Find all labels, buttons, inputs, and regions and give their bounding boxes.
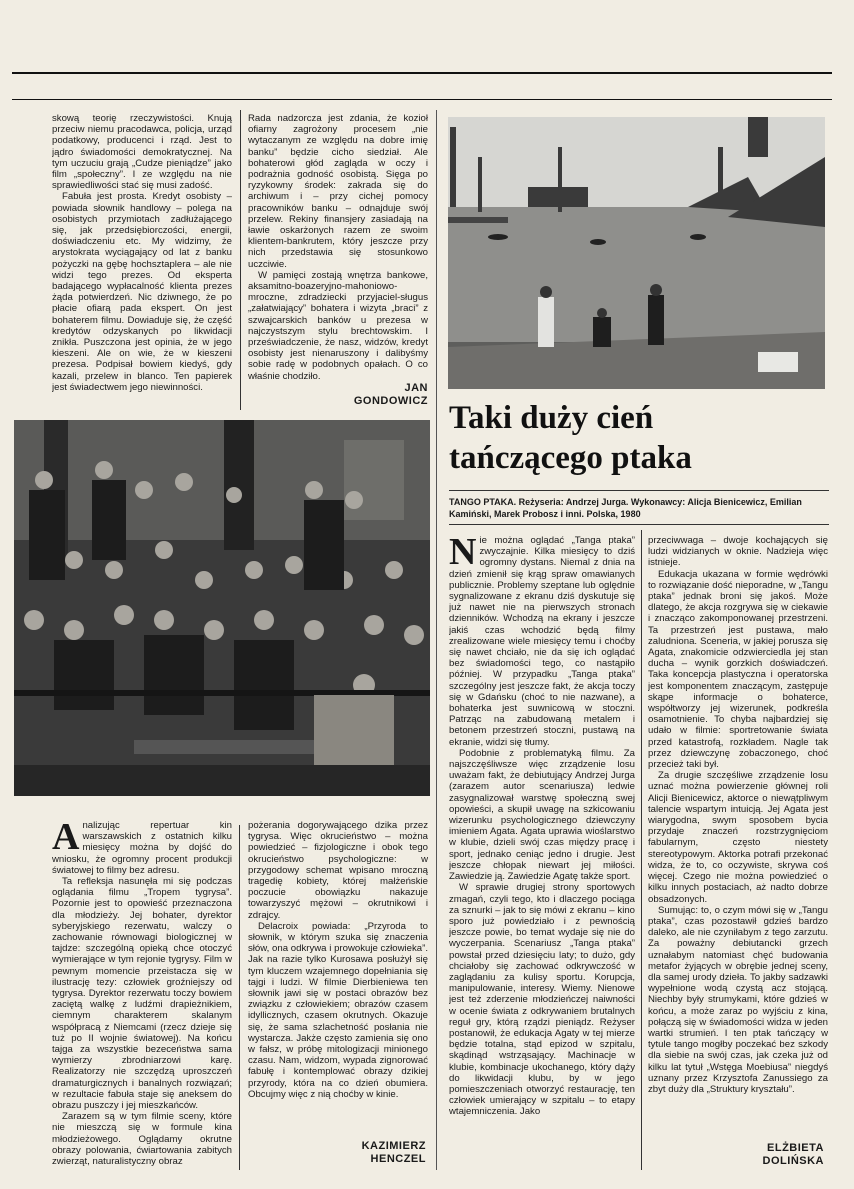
- author-first-name: JAN: [404, 382, 428, 394]
- article-3-headline: [449, 398, 829, 478]
- credits-bottom-rule: [449, 524, 829, 525]
- article-1-column-1: [52, 113, 232, 409]
- paragraph: W pamięci zostają wnętrza bankowe, aksamitno-boazeryjno-mahoniowo-mroczne, zdradziecki przyjaciel-sługus „załatwiający” bohatera i wizyta „braci” z szwajcarskich banków u prezesa w najczystszym stylu brechtowskim. I przeświadczenie, że nasz, widzów, kredyt osobisty jest nienaruszony i dalibyśmy sobie radę w podobnych opałach. O co właśnie chodziło.: [248, 269, 428, 382]
- article-2-author: [300, 1140, 426, 1166]
- paragraph: Podobnie z problematyką filmu. Za najszczęśliwsze więc zrządzenie losu uważam fakt, że debiutujący Andrzej Jurga (zarazem autor scenariusza) ledwie zasygnalizował warstwę społeczną swej opowieści, a skupił uwagę na szkicowaniu wizerunku psychologicznego dziewczyny imieniem Agata. Agata uprawia wioślarstwo w klubie, dzieli swój czas między pracę i sport, jednako ceniąc jedno i drugie. Jest jeszcze chłopak niewart jej miłości. Zawiedzie ją. Zawiedzie Agatę także sport.: [449, 747, 635, 883]
- dropcap: A: [52, 820, 80, 858]
- paragraph: W sprawie drugiej strony sportowych zmagań, czyli tego, kto i dlaczego pociąga za sznurki – jak to się mówi z ekranu – kino sporo już powiedziało i z pewnością jeszcze powie, bo temat wydaje się nie do wyczerpania. Scenariusz „Tanga ptaka” powstał przed dziesięciu laty; to dużo, gdy chciałoby się zachować odkrywczość w zaglądaniu za kulisy sportu. Korupcja, manipulowanie, interesy. Wiemy. Nienowe jest też zderzenie młodzieńczej naiwności w ocenie świata z odkrywaniem brutalnych reguł gry, którą rządzi pieniądz. Reżyser postanowił, że edukacja Agaty w tej mierze będzie totalna, stąd epizod w szpitalu, skądinąd wstrząsający. Machinacje w klubie, kombinacje ukochanego, który dąży do likwidacji klubu, by w jego pomieszczeniach otworzyć restaurację, ten człowiek umierający w szpitalu – to etapy wtajemniczenia. Jako: [449, 882, 635, 1118]
- author-last-name: HENCZEL: [370, 1153, 426, 1165]
- paragraph: ie można oglądać „Tanga ptaka” zwyczajnie. Kilka miesięcy to dziś ogromny dystans. Niemal z dnia na dzień zmienił się krąg spraw omawianych publicznie. Problemy szeptane lub oględnie sygnalizowane z ekranu dziś dyskutuje się już nawet nie na pierwszych stronach dzienników. Wchodzą na ekrany i jeszcze jakiś czas wchodzić będą filmy zrealizowane wiele miesięcy temu i choćby się nawet chciało, nie da się ich oglądać bez świadomości tego, co nastąpiło później. W przypadku „Tanga ptaka” szczególny jest jeszcze fakt, że akcja toczy się w Gdańsku (choć to nie nazwane), a bohaterka jest suwnicową w stoczni. Patrząc na zabudowaną metalem i betonem przestrzeń stoczni, pustawą na ekranie, widzi się tłumy.: [449, 535, 635, 748]
- paragraph: Zarazem są w tym filmie sceny, które nie mieszczą się w formule kina młodzieżowego. Oglądamy okrutne obrazy polowania, ćwiartowania zabitych zwierząt, naturalistyczny obraz: [52, 1111, 232, 1168]
- paragraph: Edukacja ukazana w formie wędrówki to rozwiązanie dość nieporadne, w „Tangu ptaka” jednak broni się jakoś. Może dlatego, że akcja rozgrywa się w ciekawie i znacząco zakomponowanej przestrzeni. Ta przestrzeń jest pustawa, mało zaludniona. Sceneria, w jakiej porusza się Agata, znakomicie odzwierciedla jej stan ducha – wynik gorzkich doświadczeń. Taka koncepcja plastyczna i operatorska jest komponentem znaczącym, zastępuje skąpe informacje o bohaterce, współtworzy jej wizerunek, podkreśla osamotnienie. To chyba najbardziej się udało w filmie: sportretowanie świata przed katastrofą, rozkładem. Nagle tak przez dziewczynę zobaczonego, choć przecież taki był.: [648, 568, 828, 771]
- paragraph: skową teorię rzeczywistości. Knują przeciw niemu pracodawca, policja, urząd podatkowy, producenci i rząd. Jest to jądro świadomości demokratycznej. Na tym uczuciu grają „Cudze pieniądze” jako film „społeczny”. I ze względu na nie sprawiedliwości stać się musi zadość.: [52, 113, 232, 192]
- paragraph: Ta refleksja nasunęła mi się podczas oglądania filmu „Tropem tygrysa”. Pozornie jest to opowieść przeznaczona dla młodzieży. Jej bohater, dyrektor syberyjskiego rezerwatu, walczy o zachowanie równowagi biologicznej w tajdze: szczególną opieką chce otoczyć wymierające w tym rejonie tygrysy. Film w pewnym momencie przeistacza się w ilustrację tezy: człowiek groźniejszy od tygrysa. Dyrektor rezerwatu toczy bowiem zaciętą walkę z ludźmi drapieżnikiem, ciemnym charakterem skalanym współpracą z Niemcami (rzecz dzieje się tuż po II wojnie światowej). Na końcu tajga za wszystkie bezeceństwa sama wymierzy zbrodniarzowi karę. Realizatorzy nie szczędzą uproszczeń dramaturgicznych i banalnych rozwiązań; w rezultacie fabuła staje się aneksem do obrazu puszczy i jej mieszkańców.: [52, 876, 232, 1112]
- author-first-name: KAZIMIERZ: [361, 1140, 426, 1152]
- article-1-author: [300, 382, 428, 408]
- shipyard-image: [448, 117, 825, 389]
- paragraph: Fabuła jest prosta. Kredyt osobisty – powiada słownik handlowy – polega na osobistych przymiotach zadłużającego się, jak przedsiębiorczości, energii, doświadczeniu etc. My widzimy, że arystokrata wyciągający od lat z banku pożyczki na gębę hochsztaplera – ale nie widzi tego prezes. Od eksperta badającego wypłacalność klienta prezes żąda potwierdzeń. Nic dziwnego, że po płacie ofiarą pada ekspert. On jest bohaterem filmu. Dowiaduje się, że część kredytów odzyskanych po likwidacji znikła. Puszczona jest opinia, że w jego kieszeni. Ale on wie, że w kieszeni prezesa. Podpisał bowiem kiedyś, gdy kazali, przelew in blanco. Ten papierek jest świadectwem jego niewinności.: [52, 191, 232, 393]
- paragraph: przeciwwaga – dwoje kochających się ludzi widzianych w oknie. Nadzieja więc istnieje.: [648, 535, 828, 569]
- paragraph: Sumując: to, o czym mówi się w „Tangu ptaka”, czas pozostawił gdzieś bardzo daleko, ale nie czyniłabym z tego zarzutu. Za poważny debiutancki grzech uznałabym natomiast chęć budowania metafor żyjących w obrębie jednej sceny, dla samej urody dzieła. To jakby sadzawki wypełnione wodą czystą acz stojącą. Niechby były strumykami, które gdzieś w końcu, a może zaraz po wyjściu z kina, połączą się w świadomości widza w jeden wartki strumień. I ten ptak tańczący w tytule tango mogłby poczekać bez szkody dla siebie na swój czas, jak czeka już od kilku lat tytuł „Wstęga Moebiusa” niegdyś uznany przez Krzysztofa Zanussiego za zbyt duży dla „Struktury kryształu”.: [648, 904, 828, 1095]
- article-3-column-1: [449, 535, 635, 1170]
- column-divider: [239, 825, 240, 1170]
- courtroom-image: [14, 420, 430, 796]
- paragraph: pożerania dogorywającego dzika przez tygrysa. Więc okrucieństwo – można powiedzieć – fizjologiczne i obok tego okrucieństwo psychologiczne: w przygodowy schemat wpisano mroczną tragedię kobiety, której małżeńskie poczucie obowiązku nakazuje towarzyszyć mężowi – okrutnikowi i zdrajcy.: [248, 820, 428, 921]
- headline-line: tańczącego ptaka: [449, 440, 692, 476]
- article-3-column-2: [648, 535, 828, 1140]
- article-1-column-2: [248, 113, 428, 383]
- column-divider: [436, 110, 437, 1170]
- article-2-column-2: [248, 820, 428, 1120]
- dropcap: N: [449, 535, 477, 573]
- paragraph: Delacroix powiada: „Przyroda to słownik, w którym szuka się znaczenia słów, ona odkrywa i prowokuje człowieka”. Jak na razie tylko Kurosawa posłużył się tym kluczem wzajemnego dopełniania się tajgi i ludzi. W filmie Dierbieniewa ten słownik jawi się w postaci obrazów bez związku z człowiekiem; obrazów czasem idyllicznych, czasem okrutnych. Okazuje się, że sama szlachetność posłania nie wystarcza. Jakże często zamienia się ono w fałsz, w próbę mitologizacji minionego czasu. Nam, widzom, wypada zignorować fabułę i kontemplować obrazy dzikiej przyrody, która na co dzień obumiera. Obcujmy więc z nią choćby w kinie.: [248, 920, 428, 1100]
- headline-line: Taki duży cień: [449, 400, 654, 436]
- top-rule: [12, 72, 832, 74]
- article-3-credits: TANGO PTAKA. Reżyseria: Andrzej Jurga. Wykonawcy: Alicja Bienicewicz, Emilian Kamiński, Marek Probosz i inni. Polska, 1980: [449, 497, 802, 519]
- courtroom-photo: [14, 420, 430, 796]
- column-divider: [641, 530, 642, 1170]
- article-3-author: [700, 1142, 824, 1168]
- header-rule: [12, 99, 832, 100]
- credits-top-rule: [449, 490, 829, 491]
- column-divider: [240, 110, 241, 410]
- paragraph: nalizując repertuar kin warszawskich z ostatnich kilku miesięcy można by dojść do wniosku, że ogromny procent produkcji światowej to filmy bez adresu.: [52, 820, 232, 876]
- article-2-column-1: [52, 820, 232, 1170]
- paragraph: Rada nadzorcza jest zdania, że kozioł ofiarny zagrożony procesem „nie wytaczanym ze względu na dobre imię banku” będzie cicho siedział. Ale bohaterowi głód zagląda w oczy i podrażnia godność osobistą. Sięga po ryzykowny środek: zakrada się do archiwum i – przy cichej pomocy pracowników banku – odnajduje swój przelew. Rekiny finansjery zasiadają na ławie oskarżonych razem ze swoim klientem-bankrutem, który jeszcze przy nich przedstawia się stosunkowo uczciwie.: [248, 113, 428, 270]
- author-first-name: ELŻBIETA: [767, 1142, 824, 1154]
- shipyard-photo: [448, 117, 825, 389]
- paragraph: Za drugie szczęśliwe zrządzenie losu uznać można powierzenie głównej roli Alicji Bienicewicz, aktorce o niewątpliwym talencie wspartym intuicją. Jej Agata jest wiarygodna, swym sposobem bycia przydaje znaczeń rozstrzygnięciom fabularnym, często niestety stereotypowym. Aktorka potrafi przekonać widza, że to, co oczywiste, skrywa coś więcej. Czego nie można powiedzieć o kilku innych postaciach, aż nadto dobrze obsadzonych.: [648, 770, 828, 905]
- author-last-name: DOLIŃSKA: [762, 1155, 824, 1167]
- author-last-name: GONDOWICZ: [353, 395, 428, 407]
